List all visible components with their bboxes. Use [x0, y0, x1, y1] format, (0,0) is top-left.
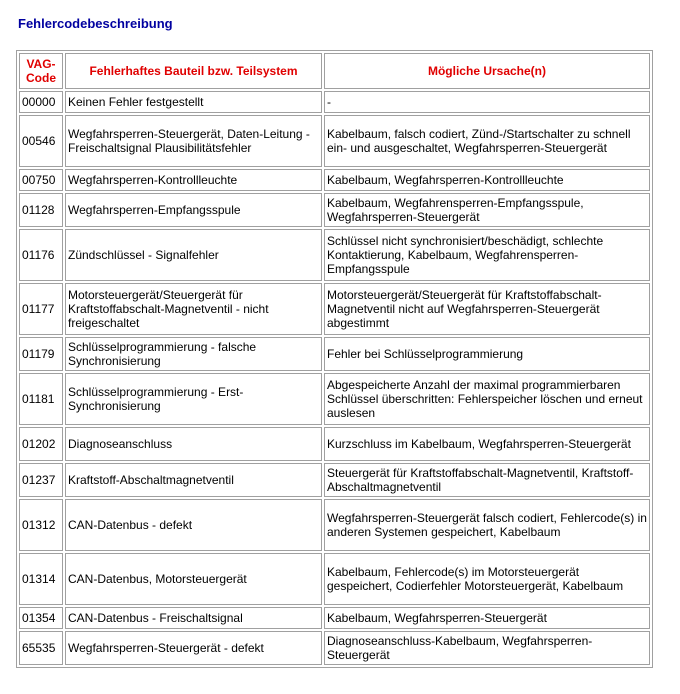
table-row: [19, 373, 650, 425]
table-row: [19, 115, 650, 167]
cell-cause: Wegfahrsperren-Steuergerät falsch codiert, Fehlercode(s) in anderen Systemen gespeichert, Kabelbaum: [324, 499, 650, 551]
cell-cause: Diagnoseanschluss-Kabelbaum, Wegfahrsperren-Steuergerät: [324, 631, 650, 665]
cell-cause: Kabelbaum, Wegfahrsperren-Steuergerät: [324, 607, 650, 629]
table-row: [19, 463, 650, 497]
header-possible-cause: Mögliche Ursache(n): [324, 53, 650, 89]
cell-code: 01312: [19, 499, 63, 551]
cell-part: Wegfahrsperren-Kontrollleuchte: [65, 169, 322, 191]
table-row: [19, 91, 650, 113]
cell-cause: Kurzschluss im Kabelbaum, Wegfahrsperren-Steuergerät: [324, 427, 650, 461]
cell-code: 01179: [19, 337, 63, 371]
cell-cause: Kabelbaum, Wegfahrensperren-Empfangsspule, Wegfahrsperren-Steuergerät: [324, 193, 650, 227]
cell-code: 01202: [19, 427, 63, 461]
table-row: [19, 229, 650, 281]
cell-code: 01177: [19, 283, 63, 335]
page-title: Fehlercodebeschreibung: [18, 16, 173, 31]
cell-part: Motorsteuergerät/Steuergerät für Kraftstoffabschalt-Magnetventil - nicht freigeschaltet: [65, 283, 322, 335]
cell-code: 00750: [19, 169, 63, 191]
cell-cause: Kabelbaum, Fehlercode(s) im Motorsteuergerät gespeichert, Codierfehler Motorsteuergerät, Kabelbaum: [324, 553, 650, 605]
cell-code: 01128: [19, 193, 63, 227]
cell-code: 01181: [19, 373, 63, 425]
cell-part: CAN-Datenbus, Motorsteuergerät: [65, 553, 322, 605]
cell-part: CAN-Datenbus - defekt: [65, 499, 322, 551]
cell-code: 00546: [19, 115, 63, 167]
cell-cause: Schlüssel nicht synchronisiert/beschädigt, schlechte Kontaktierung, Kabelbaum, Wegfahrensperren-Empfangsspule: [324, 229, 650, 281]
cell-part: Wegfahrsperren-Steuergerät - defekt: [65, 631, 322, 665]
cell-part: Keinen Fehler festgestellt: [65, 91, 322, 113]
table-row: [19, 169, 650, 191]
cell-part: Diagnoseanschluss: [65, 427, 322, 461]
header-faulty-part: Fehlerhaftes Bauteil bzw. Teilsystem: [65, 53, 322, 89]
cell-code: 01176: [19, 229, 63, 281]
cell-part: Wegfahrsperren-Empfangsspule: [65, 193, 322, 227]
cell-code: 65535: [19, 631, 63, 665]
cell-part: Kraftstoff-Abschaltmagnetventil: [65, 463, 322, 497]
cell-cause: Fehler bei Schlüsselprogrammierung: [324, 337, 650, 371]
header-vag-code: VAG-Code: [19, 53, 63, 89]
cell-code: 01237: [19, 463, 63, 497]
table-row: [19, 283, 650, 335]
cell-code: 01354: [19, 607, 63, 629]
table-row: [19, 553, 650, 605]
table-header-row: [19, 53, 650, 89]
table-row: [19, 337, 650, 371]
cell-cause: -: [324, 91, 650, 113]
table-row: [19, 607, 650, 629]
cell-part: Wegfahrsperren-Steuergerät, Daten-Leitung - Freischaltsignal Plausibilitätsfehler: [65, 115, 322, 167]
cell-part: CAN-Datenbus - Freischaltsignal: [65, 607, 322, 629]
table-row: [19, 631, 650, 665]
cell-cause: Abgespeicherte Anzahl der maximal programmierbaren Schlüssel überschritten: Fehlerspeicher löschen und erneut auslesen: [324, 373, 650, 425]
table-row: [19, 499, 650, 551]
cell-code: 01314: [19, 553, 63, 605]
cell-code: 00000: [19, 91, 63, 113]
cell-cause: Kabelbaum, Wegfahrsperren-Kontrollleuchte: [324, 169, 650, 191]
cell-part: Schlüsselprogrammierung - Erst-Synchronisierung: [65, 373, 322, 425]
cell-cause: Kabelbaum, falsch codiert, Zünd-/Startschalter zu schnell ein- und ausgeschaltet, Wegfahrsperren-Steuergerät: [324, 115, 650, 167]
cell-part: Schlüsselprogrammierung - falsche Synchronisierung: [65, 337, 322, 371]
table-row: [19, 193, 650, 227]
cell-part: Zündschlüssel - Signalfehler: [65, 229, 322, 281]
cell-cause: Motorsteuergerät/Steuergerät für Kraftstoffabschalt-Magnetventil nicht auf Wegfahrsperren-Steuergerät abgestimmt: [324, 283, 650, 335]
error-code-table: [16, 50, 653, 668]
table-row: [19, 427, 650, 461]
cell-cause: Steuergerät für Kraftstoffabschalt-Magnetventil, Kraftstoff-Abschaltmagnetventil: [324, 463, 650, 497]
